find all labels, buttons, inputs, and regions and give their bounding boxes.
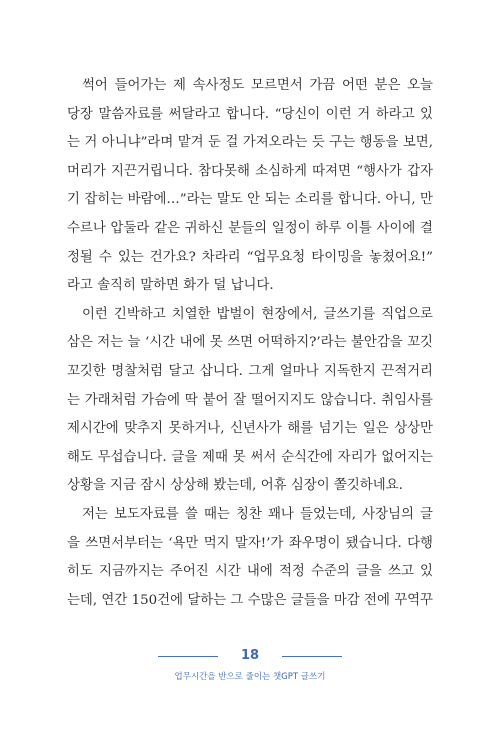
text-line: 삼은 저는 늘 ‘시간 내에 못 쓰면 어떡하지?’라는 불안감을 꼬깃: [67, 335, 433, 351]
text-line: 정될 수 있는 건가요? 차라리 “업무요청 타이밍을 놓쳤어요!”: [67, 249, 433, 265]
paragraph-3: [67, 501, 433, 615]
text-line: 저는 보도자료를 쓸 때는 칭찬 꽤나 들었는데, 사장님의 글: [82, 506, 433, 522]
text-line: 수르나 압둘라 같은 귀하신 분들의 일정이 하루 이틀 사이에 결: [67, 220, 433, 236]
text-line: 는 가래처럼 가슴에 딱 붙어 잘 떨어지지도 않습니다. 취임사를: [67, 392, 433, 408]
text-line: 이런 긴박하고 치열한 밥벌이 현장에서, 글쓰기를 직업으로: [82, 306, 433, 322]
text-line: 꼬깃한 명찰처럼 달고 삽니다. 그게 얼마나 지독한지 끈적거리: [67, 363, 433, 379]
text-line: 상황을 지금 잠시 상상해 봤는데, 어휴 심장이 쫄깃하네요.: [67, 478, 403, 494]
text-line: 는데, 연간 150건에 달하는 그 수많은 글들을 마감 전에 꾸역꾸: [67, 592, 433, 608]
page-number: 18: [240, 648, 260, 663]
paragraph-1: [67, 72, 433, 301]
paragraph-2: [67, 301, 433, 501]
text-line: 는 거 아니냐”라며 맡겨 둔 걸 가져오라는 듯 구는 행동을 보면,: [67, 135, 433, 151]
page-footer: [0, 646, 500, 706]
footer-rule-right: [282, 656, 342, 657]
text-line: 당장 말씀자료를 써달라고 합니다. “당신이 이런 거 하라고 있: [67, 106, 433, 122]
text-line: 썩어 들어가는 제 속사정도 모르면서 가끔 어떤 분은 오늘: [82, 78, 433, 93]
book-title: 업무시간을 반으로 줄이는 챗GPT 글쓰기: [174, 672, 326, 682]
text-line: 기 잡히는 바람에…”라는 말도 안 되는 소리를 합니다. 아니, 만: [67, 192, 433, 208]
text-line: 히도 지금까지는 주어진 시간 내에 적정 수준의 글을 쓰고 있: [67, 564, 433, 580]
text-line: 해도 무섭습니다. 글을 제때 못 써서 순식간에 자리가 없어지는: [67, 449, 433, 465]
text-line: 라고 솔직히 말하면 화가 덜 납니다.: [67, 278, 274, 294]
text-line: 을 쓰면서부터는 ‘욕만 먹지 말자!’가 좌우명이 됐습니다. 다행: [67, 535, 433, 551]
text-line: 제시간에 맞추지 못하거나, 신년사가 해를 넘기는 일은 상상만: [67, 421, 433, 437]
text-line: 머리가 지끈거립니다. 참다못해 소심하게 따져면 “행사가 갑자: [67, 163, 433, 179]
body-text: [67, 72, 433, 615]
